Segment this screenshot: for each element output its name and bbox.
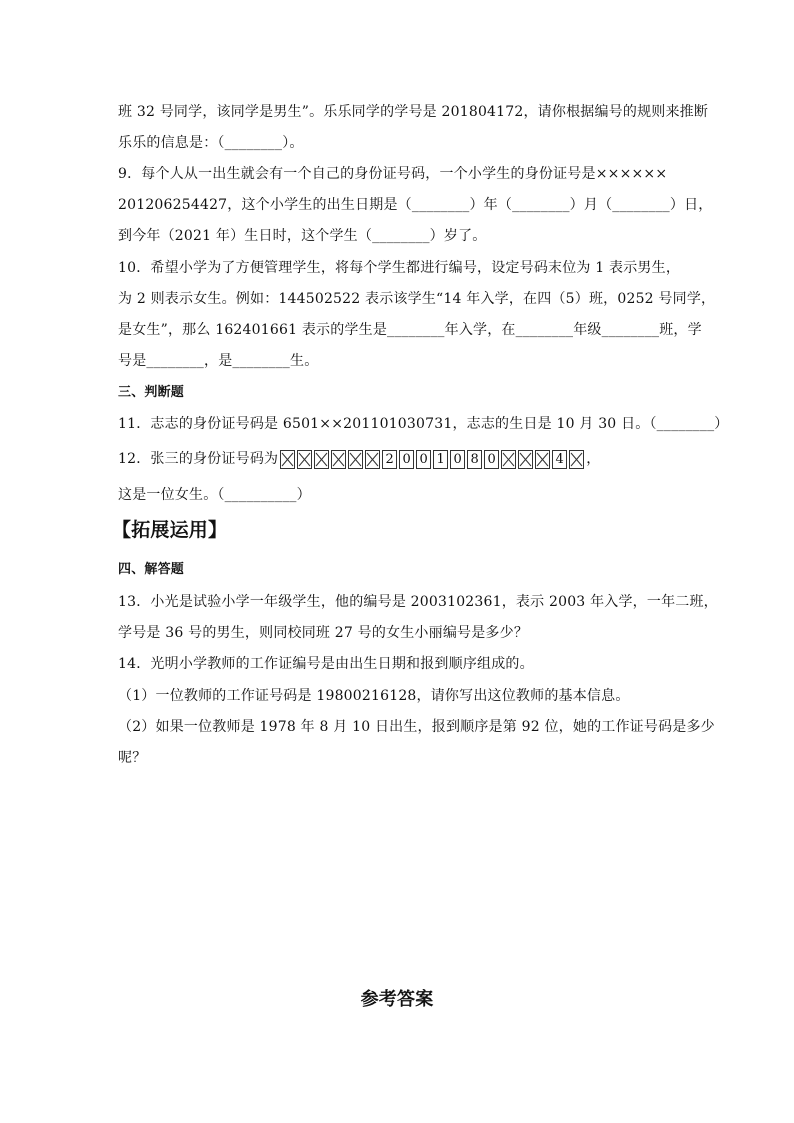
- text-line: 班 32 号同学，该同学是男生”。乐乐同学的学号是 201804172，请你根据编号的规则来推断: [118, 104, 709, 120]
- answers-title: 参考答案: [360, 989, 434, 1010]
- crossed-box-icon: [314, 450, 329, 469]
- section-heading-answer: 四、解答题: [118, 562, 185, 577]
- extension-heading: 【拓展运用】: [112, 519, 228, 541]
- question-14-part1: （1）一位教师的工作证号码是 19800216128，请你写出这位教师的基本信息。: [118, 688, 630, 704]
- text-line: 是女生”，那么 162401661 表示的学生是________年入学，在________年级________班，学: [118, 322, 702, 338]
- digit-box: 4: [552, 450, 567, 469]
- crossed-box-icon: [518, 450, 533, 469]
- id-number-boxes: [280, 450, 584, 469]
- digit-box: 8: [467, 450, 482, 469]
- digit-box: 2: [382, 450, 397, 469]
- crossed-box-icon: [569, 450, 584, 469]
- question-9-line: 9．每个人从一出生就会有一个自己的身份证号码，一个小学生的身份证号是××××××: [118, 166, 668, 182]
- question-12-prefix: 12．张三的身份证号码为: [118, 451, 279, 467]
- text-line: 201206254427，这个小学生的出生日期是（________）年（________）月（________）日，: [118, 197, 713, 213]
- question-14: 14．光明小学教师的工作证编号是由出生日期和报到顺序组成的。: [118, 656, 534, 672]
- question-10-line: 10．希望小学为了方便管理学生，将每个学生都进行编号，设定号码末位为 1 表示男生，: [118, 260, 681, 276]
- crossed-box-icon: [535, 450, 550, 469]
- question-14-part2-line2: 呢？: [118, 750, 147, 766]
- question-11: 11．志志的身份证号码是 6501××201101030731，志志的生日是 10 月 30 日。（________）: [118, 416, 729, 432]
- digit-box: 0: [399, 450, 414, 469]
- digit-box: 0: [484, 450, 499, 469]
- question-12-suffix: ，: [586, 451, 601, 467]
- crossed-box-icon: [501, 450, 516, 469]
- question-14-part2-line1: （2）如果一位教师是 1978 年 8 月 10 日出生，报到顺序是第 92 位，她的工作证号码是多少: [118, 719, 715, 735]
- question-13-line1: 13．小光是试验小学一年级学生，他的编号是 2003102361，表示 2003 年入学，一年二班，: [118, 594, 718, 610]
- digit-box: 1: [433, 450, 448, 469]
- question-13-line2: 学号是 36 号的男生，则同校同班 27 号的女生小丽编号是多少？: [118, 625, 529, 641]
- crossed-box-icon: [280, 450, 295, 469]
- text-line: 到今年（2021 年）生日时，这个学生（________）岁了。: [118, 228, 487, 244]
- section-heading-judgment: 三、判断题: [118, 385, 185, 400]
- question-12-line2: 这是一位女生。（__________）: [118, 487, 311, 503]
- text-line: 乐乐的信息是：（________）。: [118, 135, 304, 151]
- crossed-box-icon: [331, 450, 346, 469]
- text-line: 为 2 则表示女生。例如：144502522 表示该学生“14 年入学，在四（5）班，0252 号同学，: [118, 291, 716, 307]
- text-line: 号是________，是________生。: [118, 353, 319, 369]
- crossed-box-icon: [297, 450, 312, 469]
- crossed-box-icon: [348, 450, 363, 469]
- crossed-box-icon: [365, 450, 380, 469]
- digit-box: 0: [416, 450, 431, 469]
- question-12: [118, 449, 600, 469]
- digit-box: 0: [450, 450, 465, 469]
